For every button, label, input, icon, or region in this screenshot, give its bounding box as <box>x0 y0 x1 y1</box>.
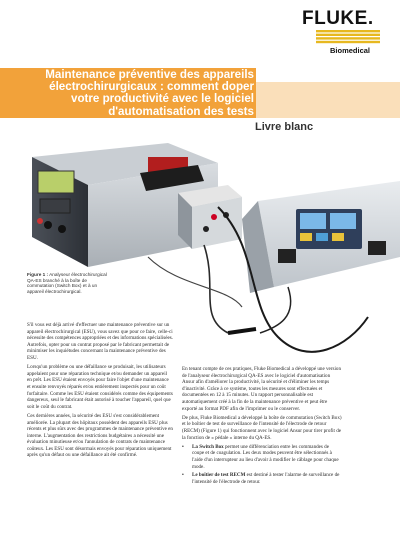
paragraph: Ces dernières années, la sécurité des ESU s'est considérablement améliorée. La plupart des hôpitaux possèdent des appareils ESU plus récents et plus sûrs avec des programmes de maintenance préventive en interne. L'augmentation des restrictions budgétaires a nécessité une évaluation minutieuse et/ou l'annulation de contrats de maintenance coûteux. Les ESU sont désormais envoyés pour réparation uniquement après qu'un défaut ou une défaillance ait été confirmé. <box>27 412 173 459</box>
bullet-term: Le boîtier de test RECM <box>192 472 246 479</box>
figure-caption-label: Figure 1 : <box>27 272 49 277</box>
title-band-extension <box>256 82 400 118</box>
bullet-marker: • <box>182 443 184 450</box>
title-line: électrochirurgicaux : comment doper <box>49 80 254 94</box>
brand-name: FLUKE. <box>302 8 374 29</box>
fluke-biomedical-logo <box>300 8 392 60</box>
figure-caption-text: Analyseur électrochirurgical QA-ES branché à la boîte de commutation (Switch Box) et à un appareil électrochirurgical. <box>27 272 107 294</box>
title-line: d'automatisation des tests <box>108 104 254 118</box>
title-line: votre productivité avec le logiciel <box>71 92 254 106</box>
paragraph: En tenant compte de ces pratiques, Fluke Biomedical a développé une version de l'analyseur électrochirurgical QA-ES avec le logiciel d'automatisation Ansur afin d'améliorer la productivité, la sécurité et d'éliminer les temps d'inactivité. Grâce à ce système, toutes les mesures sont effectuées et documentées en 12 à 15 minutes. Un rapport personnalisable est automatiquement créé à la fin de la maintenance préventive et peut être exporté au format PDF afin de l'imprimer ou le conserver. <box>182 366 341 412</box>
bullet-marker: • <box>182 472 184 479</box>
paragraph: Lorsqu'un problème ou une défaillance se produisait, les utilisateurs appelaient pour une réparation technique et/ou demander un appareil en prêt. Les ESU étaient envoyés pour faire l'objet d'une maintenance et ensuite renvoyés réparés et/ou entièrement inspectés pour un coût forfaitaire. Comme les ESU étaient considérés comme des équipements dangereux, seul le fabricant était autorisé à toucher l'appareil, quel que soit le coût du contrat. <box>27 364 173 410</box>
bullet-text: est destiné à tester l'alarme de surveillance de l'intensité de l'électrode de retour. <box>192 472 340 485</box>
paragraph: De plus, Fluke Biomedical a développé la boîte de commutation (Switch Box) et le boîtier de test de surveillance de l'intensité de l'électrode de retour (RECM) (Figure 1) qui fonctionnent avec le logiciel Ansur pour tirer profit de la fonction de « pédale » interne du QA-ES. <box>182 414 342 441</box>
bullet-item <box>182 472 342 485</box>
document-title <box>4 69 254 118</box>
paragraph: S'il vous est déjà arrivé d'effectuer une maintenance préventive sur un appareil électrochirurgical (ESU), vous savez que pour ce faire, celle-ci nécessite des compétences appropriées et des informations spécialisées. Autrefois, opter pour un contrat proposé par le fabricant permettait de minimiser les inquiétudes concernant la maintenance préventive des ESU. <box>27 322 173 361</box>
bullet-text: permet une différenciation entre les commandes de coupe et de coagulation. Les deux modes peuvent être sélectionnés à l'aide d'un interrupteur au lieu d'avoir à modifier le câblage pour chaque mode. <box>192 443 339 470</box>
body-column-1 <box>27 322 173 462</box>
brand-stripes-icon <box>316 30 380 44</box>
bullet-item <box>182 444 342 470</box>
body-column-2 <box>182 366 342 487</box>
title-line: Maintenance préventive des appareils <box>45 68 254 81</box>
document-type: Livre blanc <box>255 121 314 133</box>
figure-caption <box>27 272 113 294</box>
bullet-term: La Switch Box <box>192 443 224 450</box>
brand-division: Biomedical <box>330 46 371 55</box>
